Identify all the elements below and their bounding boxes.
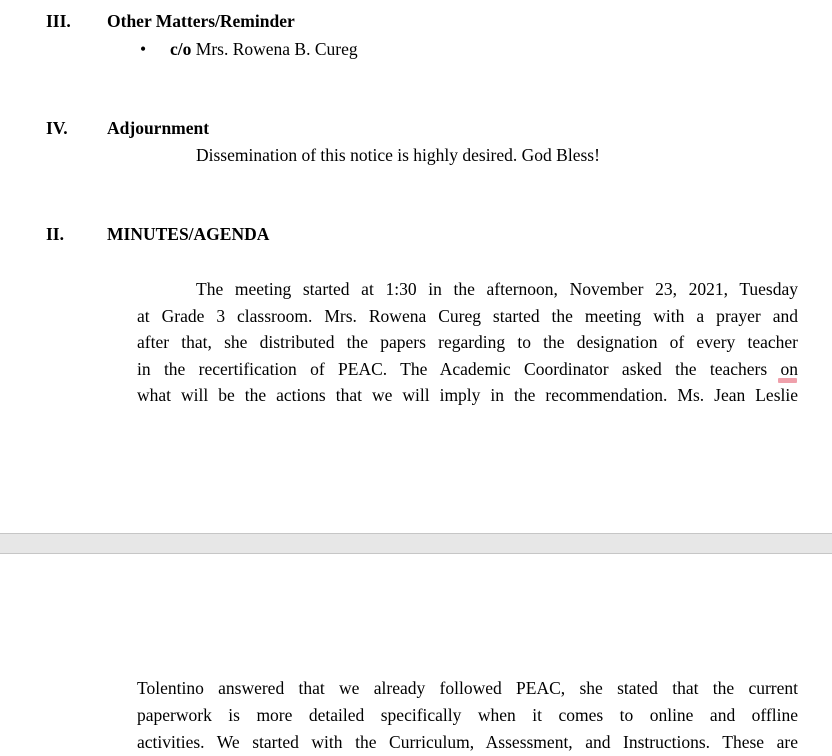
paragraph-line[interactable]: The meeting started at 1:30 in the afternoon, November 23, 2021, Tuesday (196, 279, 798, 299)
paragraph-line[interactable]: Tolentino answered that we already followed PEAC, she stated that the current (137, 678, 798, 698)
paragraph-line[interactable]: what will be the actions that we will imply in the recommendation. Ms. Jean Leslie (137, 385, 798, 405)
page-break-separator (0, 533, 832, 554)
section-number: IV. (46, 118, 68, 138)
paragraph-line[interactable]: activities. We started with the Curriculum, Assessment, and Instructions. These are (137, 732, 798, 752)
tracked-change-marker (778, 378, 797, 383)
section-title: Other Matters/Reminder (107, 11, 295, 31)
adjournment-body-line[interactable]: Dissemination of this notice is highly desired. God Bless! (196, 145, 600, 165)
minutes-paragraph[interactable] (137, 276, 798, 409)
bullet-item-bold-text: c/o (170, 39, 192, 59)
continued-paragraph[interactable] (137, 675, 798, 756)
paragraph-line[interactable]: in the recertification of PEAC. The Academic Coordinator asked the teachers on (137, 358, 798, 379)
section-number: III. (46, 11, 71, 31)
paragraph-line[interactable]: after that, she distributed the papers regarding to the designation of every teacher (137, 332, 798, 352)
bullet-list-item[interactable] (140, 38, 358, 60)
paragraph-line[interactable]: at Grade 3 classroom. Mrs. Rowena Cureg started the meeting with a prayer and (137, 305, 798, 326)
bullet-item-text: Mrs. Rowena B. Cureg (191, 39, 358, 59)
paragraph-line[interactable]: paperwork is more detailed specifically when it comes to online and offline (137, 705, 798, 725)
section-title: MINUTES/AGENDA (107, 224, 270, 244)
bullet-icon: • (140, 39, 147, 59)
section-number: II. (46, 224, 64, 244)
section-title: Adjournment (107, 118, 210, 138)
page-2[interactable] (0, 554, 832, 753)
